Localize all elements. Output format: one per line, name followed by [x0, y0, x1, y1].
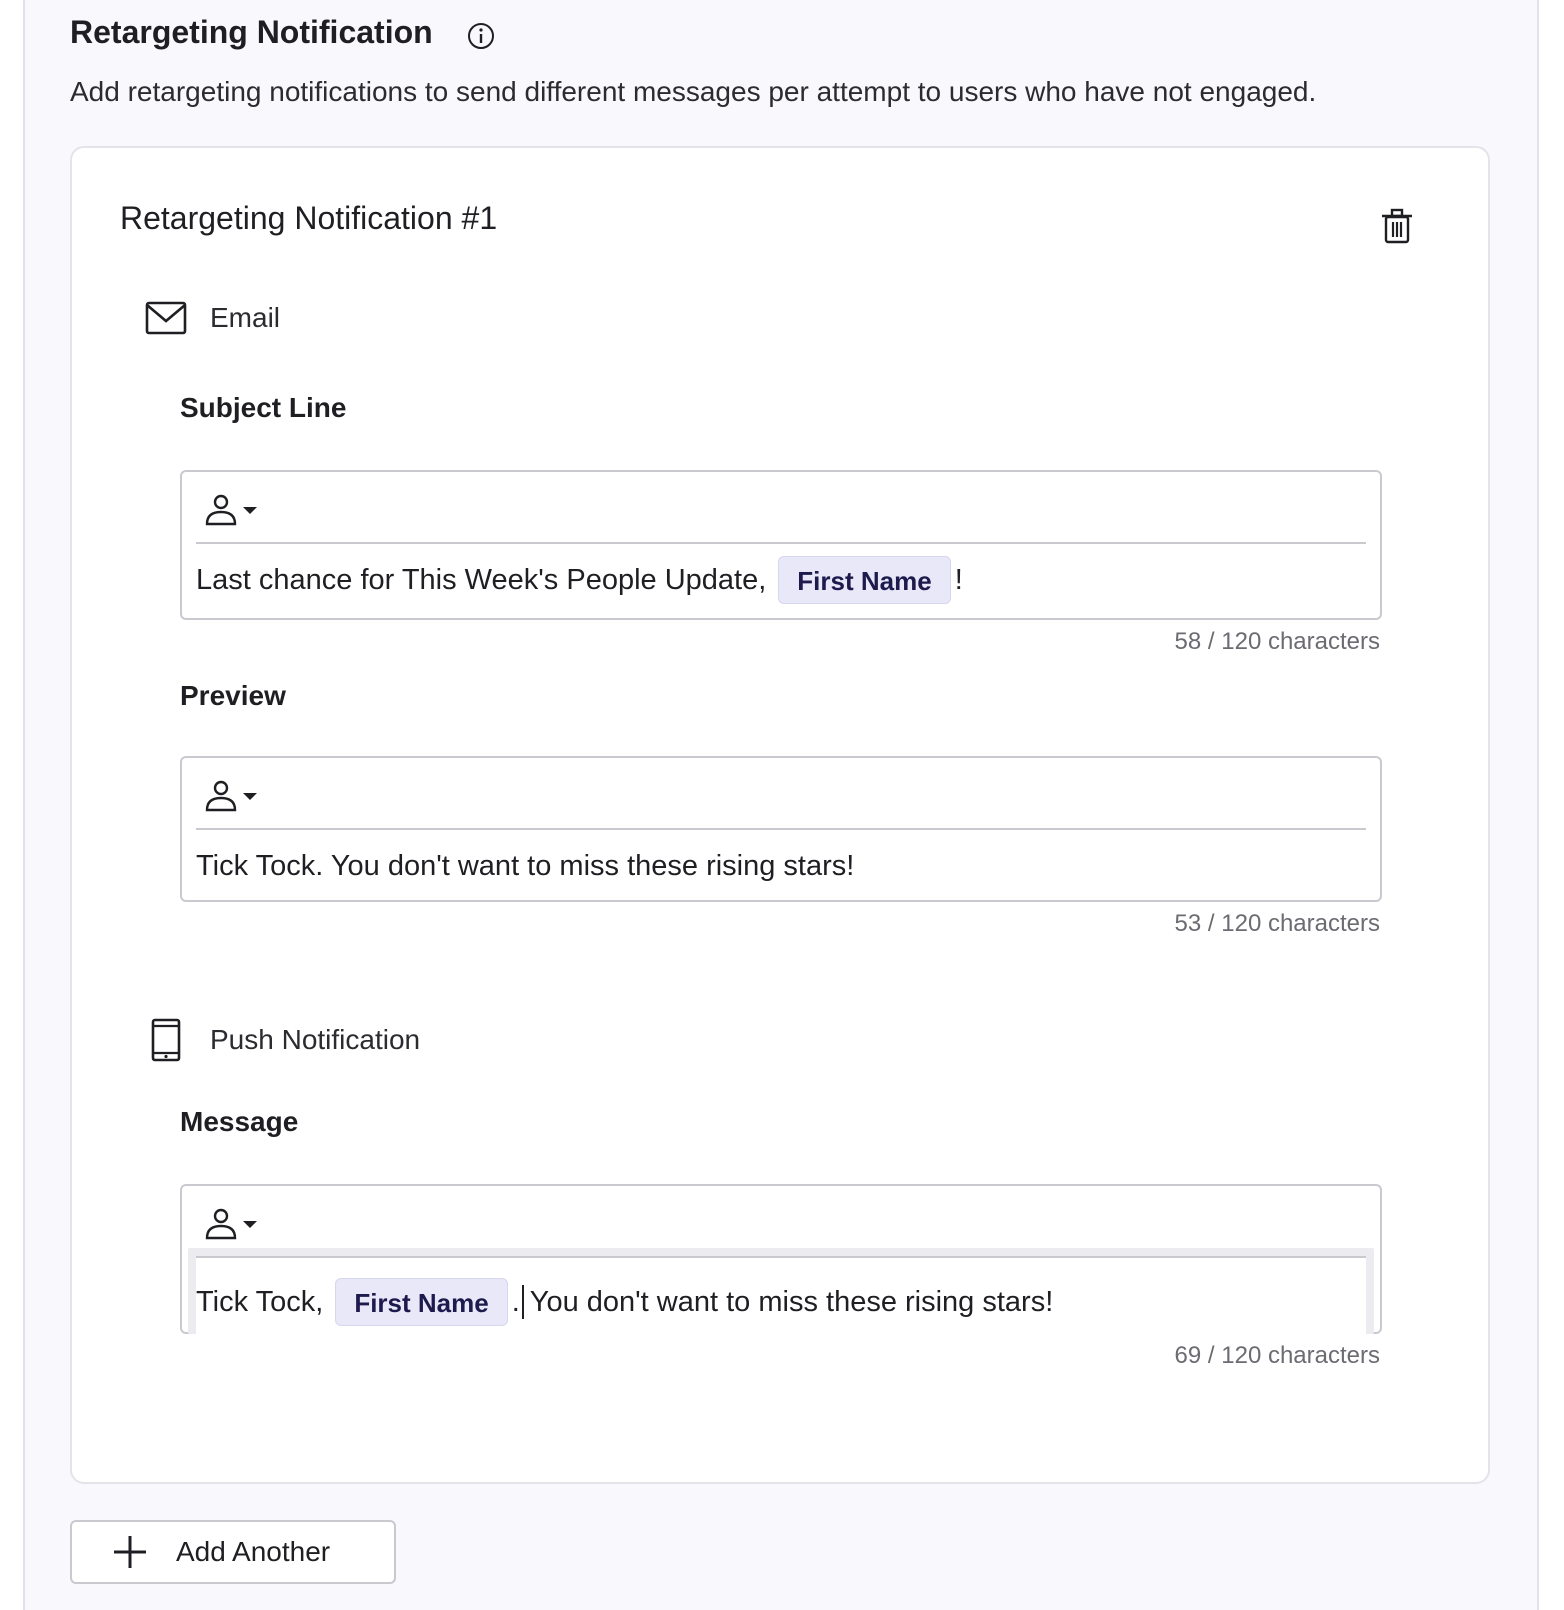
preview-label: Preview	[180, 680, 286, 711]
message-text[interactable]	[196, 1278, 1053, 1326]
message-text-dot: .	[511, 1285, 520, 1318]
push-channel-label: Push Notification	[210, 1024, 421, 1055]
section-description: Add retargeting notifications to send different messages per attempt to users who have not engaged.	[70, 76, 1317, 107]
text-cursor	[522, 1285, 524, 1319]
first-name-token[interactable]: First Name	[335, 1278, 507, 1326]
plus-icon	[110, 1532, 150, 1572]
email-channel	[144, 296, 280, 340]
message-label: Message	[180, 1106, 299, 1137]
subject-toolbar	[196, 472, 1366, 544]
personalize-dropdown[interactable]	[204, 776, 268, 816]
person-icon	[204, 1207, 238, 1241]
push-channel	[144, 1018, 420, 1062]
trash-icon[interactable]	[1380, 208, 1414, 244]
section-title: Retargeting Notification	[70, 14, 433, 50]
subject-text-after: !	[954, 563, 963, 596]
email-channel-label: Email	[210, 302, 281, 333]
preview-char-count: 53 / 120 characters	[1174, 910, 1380, 937]
subject-line-label: Subject Line	[180, 392, 347, 423]
subject-text[interactable]	[196, 556, 963, 604]
caret-down-icon	[240, 790, 260, 802]
person-icon	[204, 493, 238, 527]
first-name-token[interactable]: First Name	[778, 556, 950, 604]
subject-char-count: 58 / 120 characters	[1174, 628, 1380, 655]
message-char-count: 69 / 120 characters	[1174, 1342, 1380, 1369]
subject-text-before: Last chance for This Week's People Update,	[196, 563, 767, 596]
preview-text[interactable]: Tick Tock. You don't want to miss these rising stars!	[196, 849, 855, 882]
add-another-button[interactable]	[70, 1520, 396, 1584]
subject-line-field[interactable]	[180, 470, 1382, 620]
message-field[interactable]	[180, 1184, 1382, 1334]
envelope-icon	[144, 296, 188, 340]
retargeting-notification-card	[70, 146, 1490, 1484]
personalize-dropdown[interactable]	[204, 1204, 268, 1244]
message-text-before: Tick Tock,	[196, 1285, 324, 1318]
preview-toolbar	[196, 758, 1366, 830]
info-icon[interactable]	[466, 21, 496, 51]
message-text-after: You don't want to miss these rising stars!	[529, 1285, 1054, 1318]
add-another-label: Add Another	[176, 1536, 331, 1567]
mobile-phone-icon	[144, 1018, 188, 1062]
person-icon	[204, 779, 238, 813]
preview-field[interactable]	[180, 756, 1382, 902]
card-title: Retargeting Notification #1	[120, 200, 498, 236]
caret-down-icon	[240, 504, 260, 516]
caret-down-icon	[240, 1218, 260, 1230]
personalize-dropdown[interactable]	[204, 490, 268, 530]
